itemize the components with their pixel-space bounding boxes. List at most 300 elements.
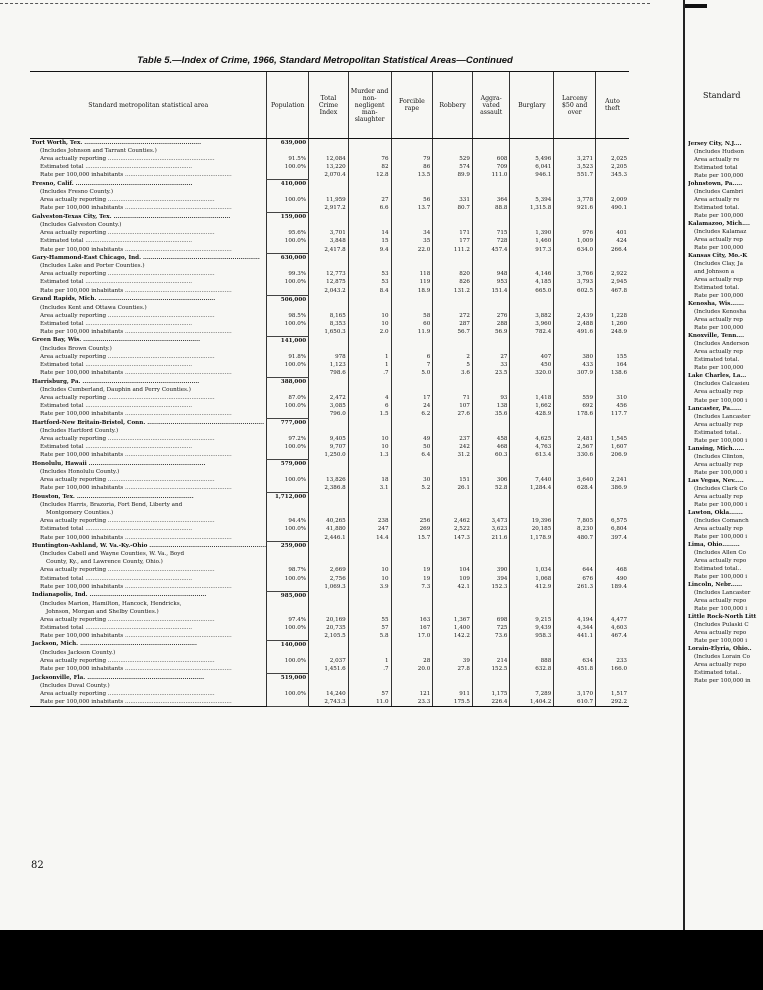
table-cell: 175.5 xyxy=(433,698,473,707)
table-cell: 142.2 xyxy=(433,632,473,641)
table-cell xyxy=(554,550,596,558)
table-cell: 634 xyxy=(554,657,596,665)
table-row xyxy=(30,657,629,665)
table-cell: 1,315.8 xyxy=(510,204,554,213)
adjacent-page-row: Area actually repo xyxy=(694,557,747,564)
table-row xyxy=(30,270,629,278)
adjacent-page-row: Johnstown, Pa..... xyxy=(688,181,743,188)
table-cell xyxy=(554,673,596,682)
table-cell xyxy=(596,608,629,616)
table-cell: 10 xyxy=(348,435,391,443)
table-cell: 388,000 xyxy=(267,377,309,386)
table-cell xyxy=(554,139,596,148)
table-cell: 14,240 xyxy=(309,690,349,698)
table-cell: 4,344 xyxy=(554,624,596,632)
table-cell xyxy=(348,542,391,551)
table-cell xyxy=(267,345,309,353)
table-cell xyxy=(391,147,433,155)
table-cell: 958.3 xyxy=(510,632,554,641)
table-cell: 394 xyxy=(472,575,510,583)
table-cell xyxy=(391,295,433,304)
table-cell: 467.4 xyxy=(596,632,629,641)
table-row xyxy=(30,147,629,155)
table-cell xyxy=(348,427,391,435)
table-cell: 233 xyxy=(596,657,629,665)
table-cell: 424 xyxy=(596,237,629,245)
table-cell xyxy=(267,147,309,155)
table-cell: 248.9 xyxy=(596,328,629,337)
table-cell: 10 xyxy=(348,443,391,451)
table-cell xyxy=(554,682,596,690)
table-row xyxy=(30,278,629,286)
table-cell xyxy=(348,558,391,566)
table-cell: 2 xyxy=(433,353,473,361)
table-cell: 457.4 xyxy=(472,245,510,254)
adjacent-page-row: Estimated total xyxy=(694,165,738,172)
table-cell xyxy=(309,673,349,682)
table-cell: 946.1 xyxy=(510,171,554,180)
adjacent-page-row: Rate per 100,000 i xyxy=(694,637,748,644)
table-cell: (Includes Galveston County.) xyxy=(40,222,122,229)
table-cell: 1,009 xyxy=(554,237,596,245)
table-cell: 164 xyxy=(596,361,629,369)
adjacent-page-row: Rate per 100,000 i xyxy=(694,397,748,404)
table-cell: 98.5% xyxy=(267,312,309,320)
table-cell xyxy=(309,427,349,435)
table-cell: 2,488 xyxy=(554,320,596,328)
table-cell xyxy=(348,213,391,222)
table-cell xyxy=(391,649,433,657)
table-cell xyxy=(433,640,473,649)
table-cell: 272 xyxy=(433,312,473,320)
table-cell: Houston, Tex. ............................................................ xyxy=(32,493,194,500)
table-cell: 226.4 xyxy=(472,698,510,707)
table-cell: 1.5 xyxy=(348,410,391,419)
table-cell: 23.5 xyxy=(472,369,510,378)
table-cell xyxy=(596,377,629,386)
table-cell: 19,396 xyxy=(510,517,554,525)
table-cell xyxy=(472,460,510,469)
table-cell xyxy=(596,468,629,476)
table-cell xyxy=(433,649,473,657)
table-cell xyxy=(309,295,349,304)
table-cell xyxy=(309,180,349,189)
table-cell: 117.7 xyxy=(596,410,629,419)
metro-area-row xyxy=(30,139,629,148)
table-cell: (Includes Cabell and Wayne Counties, W. Va., Boyd xyxy=(40,551,185,558)
table-cell: Rate per 100,000 inhabitants ............................................................ xyxy=(30,698,267,707)
table-cell xyxy=(309,501,349,509)
table-cell: 386.9 xyxy=(596,484,629,493)
table-cell: 13,826 xyxy=(309,476,349,484)
table-cell: 2,756 xyxy=(309,575,349,583)
table-cell: Rate per 100,000 inhabitants ............................................................ xyxy=(40,172,232,179)
table-cell xyxy=(267,583,309,592)
table-cell: 468 xyxy=(472,443,510,451)
table-cell: 467.8 xyxy=(596,287,629,296)
table-cell xyxy=(554,558,596,566)
table-cell: 628.4 xyxy=(554,484,596,493)
table-cell xyxy=(554,542,596,551)
table-cell: 506,000 xyxy=(267,295,309,304)
table-cell: 18 xyxy=(348,476,391,484)
table-cell xyxy=(433,501,473,509)
table-cell xyxy=(510,558,554,566)
table-cell: 1,712,000 xyxy=(267,493,309,502)
table-cell: 3,701 xyxy=(309,229,349,237)
table-cell xyxy=(554,213,596,222)
table-row xyxy=(30,533,629,542)
table-cell: 94.4% xyxy=(267,517,309,525)
table-body xyxy=(30,139,629,707)
table-cell: Jacksonville, Fla. ............................................................ xyxy=(32,674,205,681)
table-cell xyxy=(596,418,629,427)
table-cell: Honolulu, Hawaii ............................................................ xyxy=(32,460,206,467)
table-cell xyxy=(472,673,510,682)
table-cell xyxy=(510,427,554,435)
table-row xyxy=(30,525,629,533)
table-cell: .7 xyxy=(348,369,391,378)
adjacent-page-row: Area actually rep xyxy=(694,349,743,356)
table-cell xyxy=(348,386,391,394)
table-cell: 3,170 xyxy=(554,690,596,698)
table-cell: 35.6 xyxy=(472,410,510,419)
table-cell: 4,477 xyxy=(596,616,629,624)
table-cell: 33 xyxy=(472,361,510,369)
table-cell xyxy=(391,386,433,394)
table-cell xyxy=(348,460,391,469)
table-cell: 911 xyxy=(433,690,473,698)
table-cell xyxy=(510,460,554,469)
table-cell xyxy=(554,600,596,608)
table-cell: 20,169 xyxy=(309,616,349,624)
table-cell: 15 xyxy=(348,237,391,245)
table-cell: 331 xyxy=(433,196,473,204)
table-cell xyxy=(554,262,596,270)
table-cell: 613.4 xyxy=(510,451,554,460)
table-cell: 24 xyxy=(391,402,433,410)
adjacent-page-row: Kalamazoo, Mich.... xyxy=(688,221,750,228)
table-cell: 99.3% xyxy=(267,270,309,278)
table-cell: (Includes Kent and Ottawa Counties.) xyxy=(40,304,147,311)
table-cell xyxy=(348,591,391,600)
table-cell: 57 xyxy=(348,690,391,698)
table-cell: Montgomery Counties.) xyxy=(46,510,114,517)
table-cell: Estimated total ............................................................ xyxy=(40,526,192,533)
table-cell: 2,025 xyxy=(596,155,629,163)
table-cell: 1 xyxy=(348,657,391,665)
table-cell: 60.3 xyxy=(472,451,510,460)
table-cell: 574 xyxy=(433,163,473,171)
metro-area-row xyxy=(30,254,629,263)
table-cell: 26.1 xyxy=(433,484,473,493)
table-row xyxy=(30,304,629,312)
table-cell xyxy=(433,550,473,558)
adjacent-page-row: and Johnson a xyxy=(694,269,735,276)
table-cell: 2,481 xyxy=(554,435,596,443)
table-cell: 491.6 xyxy=(554,328,596,337)
adjacent-page-row: Area actually repo xyxy=(694,662,747,669)
table-cell: 410,000 xyxy=(267,180,309,189)
table-cell: 4,146 xyxy=(510,270,554,278)
table-cell: Indianapolis, Ind. ............................................................ xyxy=(32,592,207,599)
table-cell xyxy=(309,345,349,353)
table-row xyxy=(30,361,629,369)
table-cell xyxy=(267,484,309,493)
adjacent-page-row: Knoxville, Tenn.... xyxy=(688,333,745,340)
table-cell xyxy=(391,139,433,148)
table-cell xyxy=(596,221,629,229)
table-cell: Estimated total ............................................................ xyxy=(40,238,192,245)
adjacent-page-row: Area actually rep xyxy=(694,389,743,396)
adjacent-page-row: Rate per 100,000 i xyxy=(694,605,748,612)
table-cell: 978 xyxy=(309,353,349,361)
table-cell: Rate per 100,000 inhabitants ............................................................ xyxy=(40,666,232,673)
table-cell xyxy=(391,640,433,649)
adjacent-page-row: Area actually re xyxy=(694,157,740,164)
table-row xyxy=(30,575,629,583)
table-row xyxy=(30,501,629,509)
table-cell xyxy=(433,147,473,155)
table-cell: Fort Worth, Tex. ............................................................ xyxy=(32,140,202,146)
table-cell xyxy=(472,649,510,657)
table-cell: 953 xyxy=(472,278,510,286)
table-cell: 100.0% xyxy=(267,237,309,245)
table-cell: 100.0% xyxy=(267,575,309,583)
table-cell: (Includes Hartford County.) xyxy=(40,427,119,434)
adjacent-page-row: Lorain-Elyria, Ohio.. xyxy=(688,645,752,652)
table-cell: 18.9 xyxy=(391,287,433,296)
table-cell xyxy=(433,673,473,682)
table-cell xyxy=(510,591,554,600)
table-cell: 121 xyxy=(391,690,433,698)
table-cell: Gary-Hammond-East Chicago, Ind. ............................................................ xyxy=(32,255,260,262)
table-cell: 1,250.0 xyxy=(309,451,349,460)
adjacent-page-row: Rate per 100,000 xyxy=(694,213,744,220)
column-header: Larceny $50 and over xyxy=(554,72,596,139)
table-cell: 3,778 xyxy=(554,196,596,204)
table-cell xyxy=(554,460,596,469)
table-cell: 307.9 xyxy=(554,369,596,378)
table-cell xyxy=(309,147,349,155)
table-cell: 4,763 xyxy=(510,443,554,451)
table-cell xyxy=(472,180,510,189)
table-cell xyxy=(472,418,510,427)
table-cell xyxy=(309,460,349,469)
table-cell xyxy=(433,542,473,551)
table-cell: 9,707 xyxy=(309,443,349,451)
table-cell: 100.0% xyxy=(267,320,309,328)
adjacent-page-row: (Includes Calcasieu xyxy=(694,381,750,388)
table-cell: 39 xyxy=(433,657,473,665)
table-cell: 19 xyxy=(391,566,433,574)
metro-area-row xyxy=(30,460,629,469)
table-cell: 2,009 xyxy=(596,196,629,204)
adjacent-page-row: Rate per 100,000 i xyxy=(694,501,748,508)
table-cell: 3,793 xyxy=(554,278,596,286)
table-cell xyxy=(267,501,309,509)
table-cell: 163 xyxy=(391,616,433,624)
table-cell xyxy=(391,262,433,270)
table-cell xyxy=(267,171,309,180)
table-cell: Rate per 100,000 inhabitants ............................................................ xyxy=(40,411,232,418)
table-cell: 53 xyxy=(348,270,391,278)
table-cell: 2,472 xyxy=(309,394,349,402)
table-row xyxy=(30,229,629,237)
adjacent-page-row: Area actually rep xyxy=(694,461,743,468)
table-cell: 610.7 xyxy=(554,698,596,707)
table-cell xyxy=(433,139,473,148)
column-header: Standard metropolitan statistical area xyxy=(30,72,267,139)
table-cell xyxy=(348,377,391,386)
table-cell: (Includes Duval County.) xyxy=(40,682,110,689)
table-cell: Green Bay, Wis. ............................................................ xyxy=(32,337,201,344)
table-cell xyxy=(267,698,309,707)
table-cell: 4 xyxy=(348,394,391,402)
adjacent-page-row: (Includes Comanch xyxy=(694,517,749,524)
table-cell: Jackson, Mich. ............................................................ xyxy=(32,641,197,648)
table-cell xyxy=(510,262,554,270)
table-row xyxy=(30,616,629,624)
table-cell: 490 xyxy=(596,575,629,583)
table-row xyxy=(30,624,629,632)
table-cell: 118 xyxy=(391,270,433,278)
table-cell: 798.6 xyxy=(309,369,349,378)
table-cell xyxy=(391,682,433,690)
table-cell xyxy=(596,188,629,196)
adjacent-page-row: Rate per 100,000 i xyxy=(694,469,748,476)
table-cell: 269 xyxy=(391,525,433,533)
table-row xyxy=(30,509,629,517)
table-cell xyxy=(391,304,433,312)
table-cell: 1,404.2 xyxy=(510,698,554,707)
table-cell: Area actually reporting ............................................................ xyxy=(40,156,215,163)
table-cell: 2,205 xyxy=(596,163,629,171)
table-cell xyxy=(348,188,391,196)
table-cell xyxy=(309,682,349,690)
table-cell: 450 xyxy=(510,361,554,369)
table-cell: 3,085 xyxy=(309,402,349,410)
table-cell: 320.0 xyxy=(510,369,554,378)
table-cell xyxy=(391,345,433,353)
adjacent-page-row: Little Rock-North Litt xyxy=(688,613,757,620)
table-row xyxy=(30,245,629,254)
table-cell xyxy=(267,245,309,254)
table-cell: 28 xyxy=(391,657,433,665)
adjacent-page-row: Area actually rep xyxy=(694,237,743,244)
table-cell xyxy=(596,501,629,509)
table-row xyxy=(30,665,629,674)
table-cell: 306 xyxy=(472,476,510,484)
table-cell: 3,882 xyxy=(510,312,554,320)
adjacent-page-row: Rate per 100,000 xyxy=(694,325,744,332)
table-cell: 30 xyxy=(391,476,433,484)
table-cell: Johnson, Morgan and Shelby Counties.) xyxy=(46,608,159,615)
table-cell xyxy=(433,682,473,690)
table-cell: 76 xyxy=(348,155,391,163)
adjacent-page-row: Area actually rep xyxy=(694,525,743,532)
table-cell xyxy=(554,649,596,657)
table-cell: 634.0 xyxy=(554,245,596,254)
table-cell xyxy=(554,295,596,304)
table-cell: Area actually reporting ............................................................ xyxy=(40,230,215,237)
table-cell: 238 xyxy=(348,517,391,525)
table-cell: 55 xyxy=(348,616,391,624)
table-cell: 3.9 xyxy=(348,583,391,592)
adjacent-page-edge xyxy=(683,0,763,930)
table-cell: 6 xyxy=(348,402,391,410)
table-cell: Estimated total ............................................................ xyxy=(40,444,192,451)
table-cell xyxy=(433,262,473,270)
table-row xyxy=(30,558,629,566)
table-cell: 3,766 xyxy=(554,270,596,278)
table-row xyxy=(30,476,629,484)
adjacent-page-rows xyxy=(688,140,763,685)
table-cell xyxy=(267,204,309,213)
table-cell: Rate per 100,000 inhabitants ............................................................ xyxy=(40,452,232,459)
table-cell xyxy=(391,509,433,517)
table-cell xyxy=(596,558,629,566)
table-cell: (Includes Honolulu County.) xyxy=(40,469,120,476)
metro-area-row xyxy=(30,640,629,649)
table-cell: Rate per 100,000 inhabitants ............................................................ xyxy=(40,287,232,294)
table-cell: 5 xyxy=(433,361,473,369)
table-row xyxy=(30,163,629,171)
table-cell xyxy=(596,600,629,608)
table-cell: 13.7 xyxy=(391,204,433,213)
adjacent-page-row: (Includes Lancaster xyxy=(694,413,751,420)
table-cell: 4,185 xyxy=(510,278,554,286)
table-cell xyxy=(391,180,433,189)
table-cell xyxy=(472,147,510,155)
adjacent-page-row: Lima, Ohio......... xyxy=(688,541,740,548)
table-cell xyxy=(510,386,554,394)
table-cell xyxy=(267,468,309,476)
table-cell: 276 xyxy=(472,312,510,320)
table-cell: 529 xyxy=(433,155,473,163)
table-cell xyxy=(433,295,473,304)
table-cell xyxy=(433,221,473,229)
table-cell: Harrisburg, Pa. ............................................................ xyxy=(32,378,200,385)
table-cell xyxy=(391,550,433,558)
table-cell: 2,043.2 xyxy=(309,287,349,296)
table-cell xyxy=(510,468,554,476)
table-cell: Estimated total ............................................................ xyxy=(40,402,192,409)
table-cell xyxy=(267,427,309,435)
table-cell xyxy=(433,591,473,600)
table-cell xyxy=(309,640,349,649)
table-cell xyxy=(348,682,391,690)
table-cell: 31.2 xyxy=(433,451,473,460)
perforation-line xyxy=(0,3,650,4)
table-row xyxy=(30,690,629,698)
column-header: Total Crime Index xyxy=(309,72,349,139)
table-cell: 2,037 xyxy=(309,657,349,665)
table-cell xyxy=(267,188,309,196)
table-cell: 86 xyxy=(391,163,433,171)
table-cell: 2,070.4 xyxy=(309,171,349,180)
table-cell xyxy=(596,591,629,600)
table-cell: Rate per 100,000 inhabitants ............................................................ xyxy=(40,485,232,492)
table-cell: Area actually reporting ............................................................ xyxy=(40,518,215,525)
table-cell: 456 xyxy=(596,402,629,410)
adjacent-page-row: Lancaster, Pa...... xyxy=(688,405,742,412)
table-cell xyxy=(309,600,349,608)
table-cell: 921.6 xyxy=(554,204,596,213)
table-cell: 100.0% xyxy=(267,196,309,204)
table-cell: Fresno, Calif. ............................................................ xyxy=(32,180,193,187)
table-cell: 310 xyxy=(596,394,629,402)
